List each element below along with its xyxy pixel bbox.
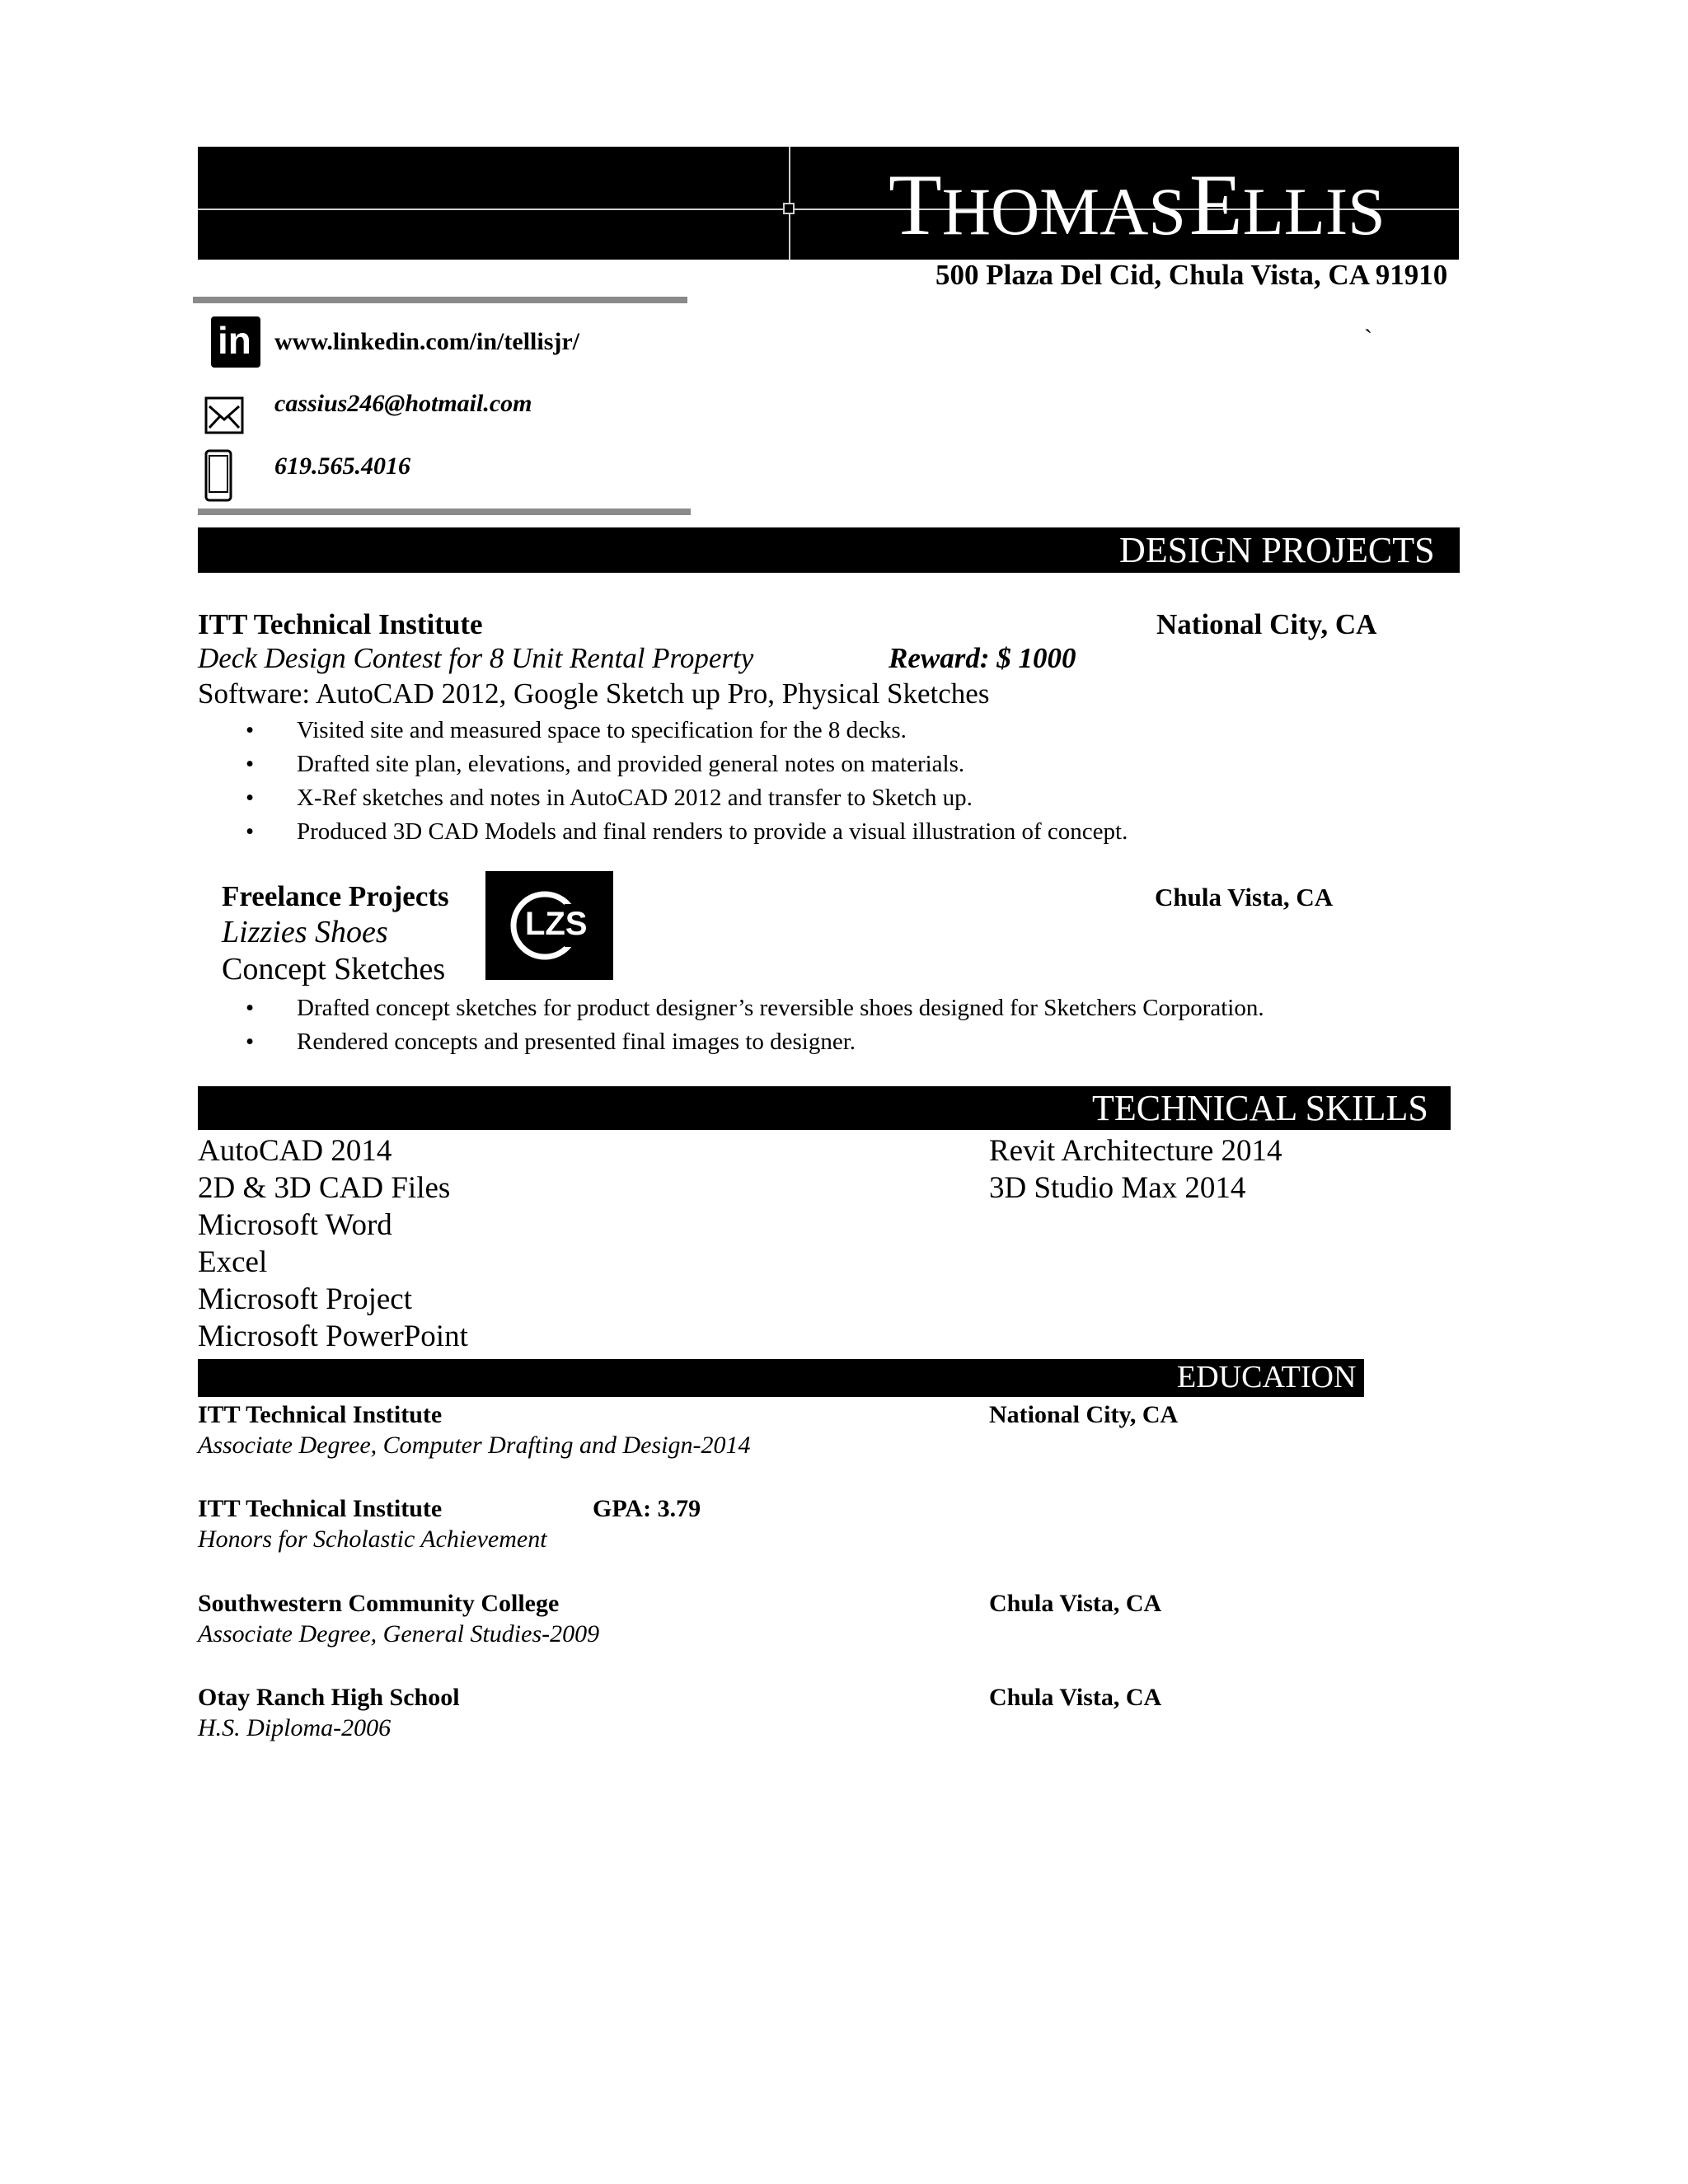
school-detail: H.S. Diploma-2006	[198, 1714, 392, 1741]
school-gpa: GPA: 3.79	[593, 1495, 701, 1522]
freelance-client: Lizzies Shoes	[222, 915, 388, 949]
skill-item: Microsoft Project	[198, 1282, 412, 1316]
education-title: EDUCATION	[1177, 1360, 1357, 1394]
school-name: Southwestern Community College	[198, 1590, 560, 1617]
lizzies-shoes-logo: LZS	[485, 871, 613, 980]
skills-right-column	[989, 1132, 1282, 1207]
itt-org: ITT Technical Institute	[198, 608, 483, 640]
school-detail: Associate Degree, Computer Drafting and Design-2014	[198, 1432, 751, 1459]
phone-number: 619.565.4016	[274, 452, 410, 480]
design-projects-title: DESIGN PROJECTS	[1119, 530, 1435, 570]
itt-reward: Reward: $ 1000	[889, 642, 1076, 674]
skill-item: Microsoft Word	[198, 1208, 392, 1242]
list-item: • Visited site and measured space to specification for the 8 decks.	[246, 717, 907, 743]
skill-item: Revit Architecture 2014	[989, 1134, 1282, 1168]
stray-mark: `	[1364, 325, 1372, 352]
itt-location: National City, CA	[1156, 608, 1377, 640]
freelance-work: Concept Sketches	[222, 952, 446, 987]
linkedin-icon: in	[211, 316, 260, 368]
school-location: National City, CA	[989, 1401, 1179, 1428]
school-name: ITT Technical Institute	[198, 1495, 443, 1522]
school-name: ITT Technical Institute	[198, 1401, 443, 1428]
contact-bottom-rule	[198, 509, 691, 515]
list-item: • Rendered concepts and presented final images to designer.	[246, 1029, 856, 1055]
skill-item: Microsoft PowerPoint	[198, 1319, 468, 1353]
list-item: • X-Ref sketches and notes in AutoCAD 2012 and transfer to Sketch up.	[246, 785, 973, 811]
skills-left-column	[198, 1132, 468, 1355]
email-link[interactable]: cassius246@hotmail.com	[274, 390, 532, 417]
contact-top-rule	[193, 297, 687, 303]
header-crosshair-box	[783, 203, 795, 214]
freelance-location: Chula Vista, CA	[1155, 883, 1334, 912]
list-item: • Produced 3D CAD Models and final renders to provide a visual illustration of concept.	[246, 818, 1128, 845]
linkedin-link[interactable]: www.linkedin.com/in/tellisjr/	[274, 328, 580, 355]
school-name: Otay Ranch High School	[198, 1684, 460, 1711]
address: 500 Plaza Del Cid, Chula Vista, CA 91910	[935, 259, 1448, 291]
skill-item: AutoCAD 2014	[198, 1134, 392, 1168]
skill-item: 3D Studio Max 2014	[989, 1171, 1246, 1205]
skill-item: Excel	[198, 1245, 268, 1279]
school-location: Chula Vista, CA	[989, 1684, 1162, 1711]
itt-bullet-list	[246, 714, 1128, 849]
itt-project: Deck Design Contest for 8 Unit Rental Property	[198, 642, 754, 674]
freelance-bullet-list	[246, 991, 1264, 1059]
phone-icon	[204, 449, 232, 502]
school-detail: Associate Degree, General Studies-2009	[198, 1620, 600, 1647]
itt-software: Software: AutoCAD 2012, Google Sketch up Pro, Physical Sketches	[198, 677, 990, 710]
email-icon	[204, 396, 244, 434]
technical-skills-title: TECHNICAL SKILLS	[1092, 1088, 1428, 1128]
list-item: • Drafted site plan, elevations, and provided general notes on materials.	[246, 751, 965, 777]
school-location: Chula Vista, CA	[989, 1590, 1162, 1617]
skill-item: 2D & 3D CAD Files	[198, 1171, 451, 1205]
school-detail: Honors for Scholastic Achievement	[198, 1526, 547, 1553]
name-title: THOMAS ELLIS	[889, 157, 1386, 253]
list-item: • Drafted concept sketches for product designer’s reversible shoes designed for Sketchers Corporation.	[246, 995, 1264, 1021]
freelance-org: Freelance Projects	[222, 880, 449, 912]
